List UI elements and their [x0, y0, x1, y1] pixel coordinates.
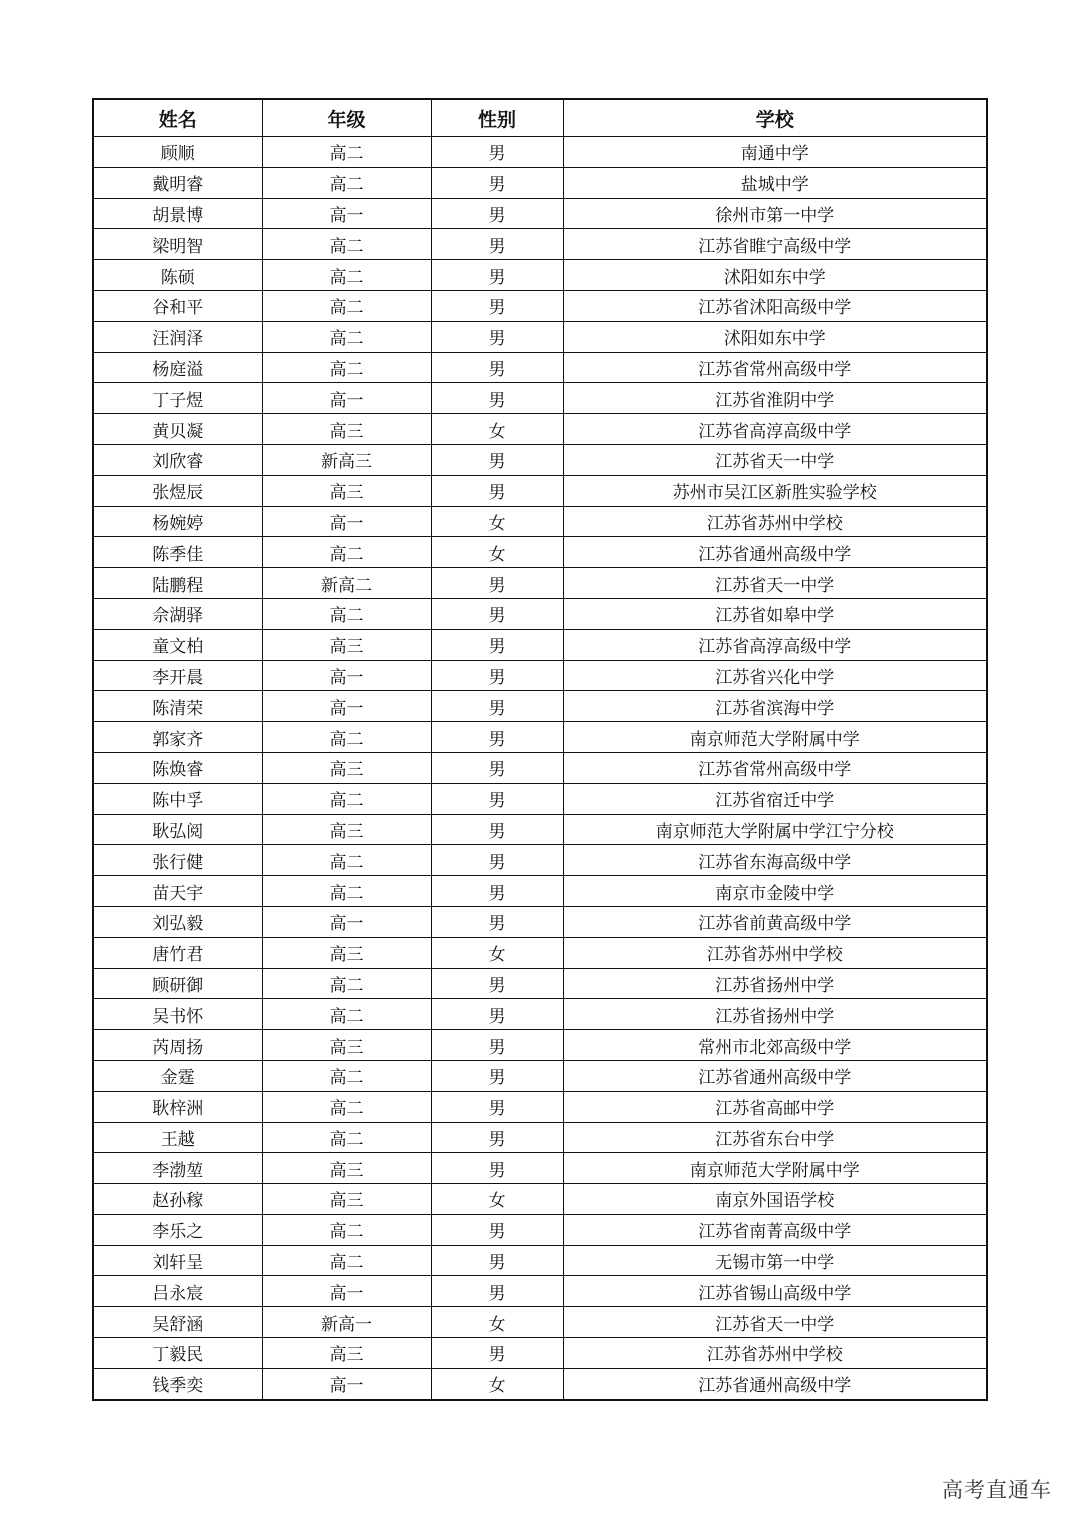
- cell-gender: 男: [431, 814, 563, 845]
- cell-gender: 男: [431, 1122, 563, 1153]
- cell-school: 江苏省滨海中学: [563, 691, 987, 722]
- cell-school: 江苏省如皋中学: [563, 598, 987, 629]
- cell-name: 吕永宸: [93, 1276, 262, 1307]
- cell-grade: 高二: [262, 598, 431, 629]
- cell-name: 杨庭溢: [93, 352, 262, 383]
- cell-gender: 男: [431, 444, 563, 475]
- cell-school: 南通中学: [563, 137, 987, 168]
- header-name: 姓名: [93, 99, 262, 137]
- cell-name: 陈焕睿: [93, 752, 262, 783]
- cell-name: 刘弘毅: [93, 906, 262, 937]
- cell-gender: 女: [431, 937, 563, 968]
- cell-grade: 高三: [262, 1338, 431, 1369]
- cell-grade: 高三: [262, 814, 431, 845]
- cell-name: 戴明睿: [93, 167, 262, 198]
- cell-gender: 男: [431, 691, 563, 722]
- table-header-row: [93, 99, 987, 137]
- cell-school: 江苏省睢宁高级中学: [563, 229, 987, 260]
- cell-name: 赵孙稼: [93, 1184, 262, 1215]
- cell-school: 江苏省通州高级中学: [563, 1368, 987, 1399]
- cell-name: 苗天宇: [93, 876, 262, 907]
- cell-grade: 新高一: [262, 1307, 431, 1338]
- cell-school: 江苏省高淳高级中学: [563, 414, 987, 445]
- table-body: [93, 137, 987, 1400]
- table-row: [93, 444, 987, 475]
- cell-school: 江苏省锡山高级中学: [563, 1276, 987, 1307]
- table-row: [93, 1338, 987, 1369]
- cell-name: 耿弘阅: [93, 814, 262, 845]
- table-row: [93, 1276, 987, 1307]
- student-roster-table: [92, 98, 988, 1401]
- cell-gender: 男: [431, 1030, 563, 1061]
- table-row: [93, 691, 987, 722]
- cell-gender: 男: [431, 752, 563, 783]
- cell-school: 南京师范大学附属中学: [563, 722, 987, 753]
- cell-school: 南京市金陵中学: [563, 876, 987, 907]
- cell-grade: 高二: [262, 845, 431, 876]
- cell-gender: 男: [431, 352, 563, 383]
- table-row: [93, 629, 987, 660]
- table-row: [93, 1245, 987, 1276]
- cell-grade: 高一: [262, 1368, 431, 1399]
- cell-school: 江苏省扬州中学: [563, 999, 987, 1030]
- cell-gender: 女: [431, 1368, 563, 1399]
- cell-gender: 男: [431, 167, 563, 198]
- cell-name: 陈季佳: [93, 537, 262, 568]
- table-row: [93, 660, 987, 691]
- table-row: [93, 814, 987, 845]
- table-row: [93, 999, 987, 1030]
- cell-name: 丁子煜: [93, 383, 262, 414]
- cell-name: 陈中孚: [93, 783, 262, 814]
- cell-name: 刘轩呈: [93, 1245, 262, 1276]
- cell-name: 李渤堃: [93, 1153, 262, 1184]
- cell-name: 童文柏: [93, 629, 262, 660]
- cell-gender: 女: [431, 1184, 563, 1215]
- cell-grade: 高二: [262, 999, 431, 1030]
- cell-gender: 女: [431, 1307, 563, 1338]
- cell-name: 金霆: [93, 1060, 262, 1091]
- cell-name: 陆鹏程: [93, 568, 262, 599]
- table-row: [93, 198, 987, 229]
- cell-school: 江苏省淮阴中学: [563, 383, 987, 414]
- cell-grade: 高二: [262, 321, 431, 352]
- cell-gender: 男: [431, 722, 563, 753]
- cell-school: 苏州市吴江区新胜实验学校: [563, 475, 987, 506]
- cell-gender: 男: [431, 1245, 563, 1276]
- cell-gender: 男: [431, 383, 563, 414]
- table-row: [93, 783, 987, 814]
- table-row: [93, 1153, 987, 1184]
- cell-grade: 高二: [262, 167, 431, 198]
- cell-gender: 男: [431, 629, 563, 660]
- table-row: [93, 260, 987, 291]
- cell-gender: 男: [431, 568, 563, 599]
- cell-school: 江苏省苏州中学校: [563, 937, 987, 968]
- cell-gender: 男: [431, 598, 563, 629]
- table-row: [93, 937, 987, 968]
- table-row: [93, 383, 987, 414]
- cell-grade: 高一: [262, 906, 431, 937]
- cell-name: 黄贝凝: [93, 414, 262, 445]
- cell-school: 盐城中学: [563, 167, 987, 198]
- cell-grade: 高三: [262, 752, 431, 783]
- table-row: [93, 352, 987, 383]
- cell-grade: 高二: [262, 1091, 431, 1122]
- cell-grade: 高一: [262, 1276, 431, 1307]
- table-row: [93, 137, 987, 168]
- cell-grade: 高二: [262, 876, 431, 907]
- cell-school: 江苏省宿迁中学: [563, 783, 987, 814]
- cell-school: 江苏省高邮中学: [563, 1091, 987, 1122]
- cell-school: 常州市北郊高级中学: [563, 1030, 987, 1061]
- cell-name: 佘湖驿: [93, 598, 262, 629]
- table-row: [93, 598, 987, 629]
- table-row: [93, 1368, 987, 1399]
- header-school: 学校: [563, 99, 987, 137]
- cell-gender: 男: [431, 1153, 563, 1184]
- table-row: [93, 537, 987, 568]
- watermark-text: 高考直通车: [942, 1478, 1052, 1502]
- cell-school: 江苏省通州高级中学: [563, 537, 987, 568]
- cell-name: 芮周扬: [93, 1030, 262, 1061]
- table-row: [93, 1060, 987, 1091]
- cell-school: 江苏省南菁高级中学: [563, 1214, 987, 1245]
- cell-grade: 高二: [262, 1122, 431, 1153]
- cell-grade: 高二: [262, 1214, 431, 1245]
- cell-name: 梁明智: [93, 229, 262, 260]
- cell-grade: 高二: [262, 229, 431, 260]
- cell-name: 李开晨: [93, 660, 262, 691]
- table-row: [93, 1030, 987, 1061]
- cell-grade: 高二: [262, 260, 431, 291]
- header-gender: 性别: [431, 99, 563, 137]
- cell-grade: 高二: [262, 537, 431, 568]
- cell-name: 耿梓洲: [93, 1091, 262, 1122]
- cell-gender: 男: [431, 137, 563, 168]
- table-row: [93, 1307, 987, 1338]
- cell-school: 江苏省天一中学: [563, 568, 987, 599]
- cell-grade: 高二: [262, 722, 431, 753]
- cell-name: 谷和平: [93, 290, 262, 321]
- cell-school: 江苏省高淳高级中学: [563, 629, 987, 660]
- cell-school: 江苏省通州高级中学: [563, 1060, 987, 1091]
- cell-grade: 高一: [262, 383, 431, 414]
- cell-school: 沭阳如东中学: [563, 321, 987, 352]
- cell-gender: 男: [431, 1214, 563, 1245]
- cell-name: 丁毅民: [93, 1338, 262, 1369]
- cell-school: 江苏省兴化中学: [563, 660, 987, 691]
- cell-gender: 女: [431, 414, 563, 445]
- cell-school: 徐州市第一中学: [563, 198, 987, 229]
- cell-name: 胡景博: [93, 198, 262, 229]
- cell-gender: 男: [431, 876, 563, 907]
- cell-gender: 男: [431, 999, 563, 1030]
- cell-name: 陈硕: [93, 260, 262, 291]
- cell-grade: 高一: [262, 198, 431, 229]
- cell-gender: 男: [431, 1338, 563, 1369]
- table-row: [93, 414, 987, 445]
- cell-grade: 高三: [262, 1030, 431, 1061]
- cell-school: 江苏省东海高级中学: [563, 845, 987, 876]
- table-row: [93, 1214, 987, 1245]
- cell-grade: 新高三: [262, 444, 431, 475]
- cell-school: 江苏省常州高级中学: [563, 352, 987, 383]
- cell-gender: 女: [431, 506, 563, 537]
- cell-gender: 男: [431, 321, 563, 352]
- cell-grade: 高一: [262, 506, 431, 537]
- cell-grade: 高二: [262, 352, 431, 383]
- cell-grade: 高三: [262, 1153, 431, 1184]
- cell-name: 张行健: [93, 845, 262, 876]
- cell-school: 南京师范大学附属中学: [563, 1153, 987, 1184]
- cell-grade: 高二: [262, 137, 431, 168]
- table-row: [93, 506, 987, 537]
- cell-school: 江苏省沭阳高级中学: [563, 290, 987, 321]
- cell-grade: 高三: [262, 629, 431, 660]
- table-row: [93, 876, 987, 907]
- cell-school: 江苏省苏州中学校: [563, 506, 987, 537]
- cell-grade: 高二: [262, 1060, 431, 1091]
- cell-school: 江苏省前黄高级中学: [563, 906, 987, 937]
- cell-school: 江苏省苏州中学校: [563, 1338, 987, 1369]
- header-grade: 年级: [262, 99, 431, 137]
- cell-name: 郭家齐: [93, 722, 262, 753]
- cell-school: 无锡市第一中学: [563, 1245, 987, 1276]
- table-row: [93, 1122, 987, 1153]
- cell-school: 沭阳如东中学: [563, 260, 987, 291]
- cell-school: 江苏省扬州中学: [563, 968, 987, 999]
- table-row: [93, 321, 987, 352]
- cell-grade: 高三: [262, 1184, 431, 1215]
- cell-grade: 高三: [262, 414, 431, 445]
- cell-gender: 男: [431, 1060, 563, 1091]
- cell-name: 刘欣睿: [93, 444, 262, 475]
- table-row: [93, 475, 987, 506]
- cell-grade: 高一: [262, 691, 431, 722]
- cell-gender: 男: [431, 906, 563, 937]
- cell-name: 杨婉婷: [93, 506, 262, 537]
- cell-name: 陈清荣: [93, 691, 262, 722]
- cell-gender: 男: [431, 290, 563, 321]
- cell-name: 钱季奕: [93, 1368, 262, 1399]
- cell-grade: 高一: [262, 660, 431, 691]
- cell-grade: 新高二: [262, 568, 431, 599]
- cell-name: 顾顺: [93, 137, 262, 168]
- table-row: [93, 906, 987, 937]
- cell-gender: 男: [431, 198, 563, 229]
- cell-school: 南京外国语学校: [563, 1184, 987, 1215]
- table-row: [93, 1184, 987, 1215]
- table-row: [93, 722, 987, 753]
- cell-grade: 高二: [262, 1245, 431, 1276]
- cell-grade: 高二: [262, 783, 431, 814]
- cell-name: 唐竹君: [93, 937, 262, 968]
- cell-gender: 男: [431, 1091, 563, 1122]
- cell-gender: 男: [431, 229, 563, 260]
- cell-school: 江苏省天一中学: [563, 444, 987, 475]
- cell-gender: 男: [431, 845, 563, 876]
- table-row: [93, 752, 987, 783]
- cell-grade: 高二: [262, 290, 431, 321]
- cell-school: 江苏省天一中学: [563, 1307, 987, 1338]
- cell-name: 王越: [93, 1122, 262, 1153]
- cell-name: 张煜辰: [93, 475, 262, 506]
- cell-gender: 男: [431, 475, 563, 506]
- cell-grade: 高二: [262, 968, 431, 999]
- cell-grade: 高三: [262, 937, 431, 968]
- table-row: [93, 845, 987, 876]
- cell-gender: 男: [431, 968, 563, 999]
- table-row: [93, 229, 987, 260]
- cell-school: 江苏省东台中学: [563, 1122, 987, 1153]
- cell-gender: 女: [431, 537, 563, 568]
- cell-gender: 男: [431, 260, 563, 291]
- cell-gender: 男: [431, 783, 563, 814]
- cell-school: 南京师范大学附属中学江宁分校: [563, 814, 987, 845]
- cell-name: 吴舒涵: [93, 1307, 262, 1338]
- cell-gender: 男: [431, 660, 563, 691]
- table-row: [93, 1091, 987, 1122]
- table-row: [93, 167, 987, 198]
- cell-gender: 男: [431, 1276, 563, 1307]
- cell-school: 江苏省常州高级中学: [563, 752, 987, 783]
- cell-name: 吴书怀: [93, 999, 262, 1030]
- table-row: [93, 568, 987, 599]
- cell-name: 汪润泽: [93, 321, 262, 352]
- table-row: [93, 968, 987, 999]
- cell-name: 李乐之: [93, 1214, 262, 1245]
- table-row: [93, 290, 987, 321]
- cell-name: 顾研御: [93, 968, 262, 999]
- cell-grade: 高三: [262, 475, 431, 506]
